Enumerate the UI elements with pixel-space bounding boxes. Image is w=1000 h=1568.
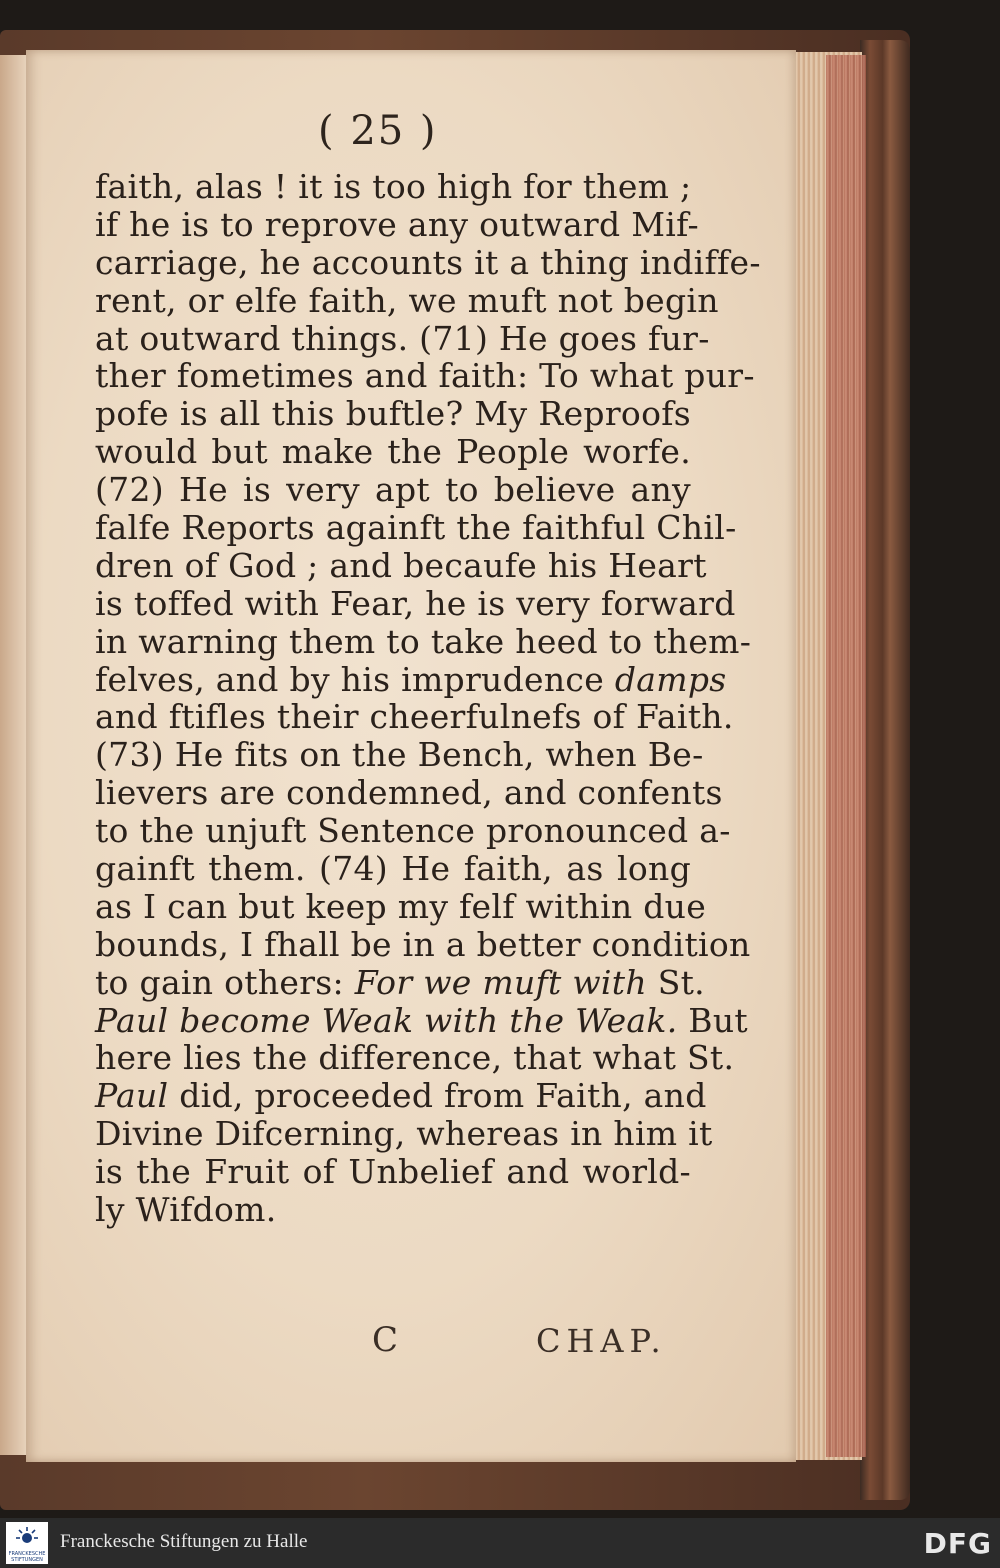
- text-line: in warning them to take heed to them-: [95, 621, 752, 661]
- catchword: CHAP.: [536, 1322, 667, 1360]
- text-line: falfe Reports againft the faithful Chil-: [95, 508, 737, 548]
- viewer-footer-bar: [0, 1518, 1000, 1568]
- text-line: bounds, I fhall be in a better condition: [95, 924, 751, 964]
- text-line: [95, 659, 727, 699]
- text-line: (73) He fits on the Bench, when Be-: [95, 735, 704, 775]
- sun-logo-icon: [15, 1526, 39, 1548]
- text-line: carriage, he accounts it a thing indiffe-: [95, 242, 761, 282]
- text-line: lievers are condemned, and confents: [95, 773, 723, 813]
- text-line: pofe is all this buftle? My Reproofs: [95, 394, 691, 434]
- italic-phrase: Paul become Weak with the Weak.: [95, 1000, 678, 1040]
- text-line: is the Fruit of Unbelief and world-: [95, 1152, 691, 1192]
- logo-caption: FRANCKESCHE STIFTUNGEN: [8, 1551, 46, 1563]
- text-line: dren of God ; and becaufe his Heart: [95, 545, 707, 585]
- italic-phrase: For we muft with: [354, 962, 647, 1002]
- text-line: if he is to reprove any outward Mif-: [95, 204, 699, 244]
- text-line: here lies the difference, that what St.: [95, 1038, 735, 1078]
- text-line: to the unjuft Sentence pronounced a-: [95, 811, 731, 851]
- text-line: (72) He is very apt to believe any: [95, 470, 691, 510]
- text-segment: St.: [657, 962, 705, 1002]
- text-line: ly Wifdom.: [95, 1190, 277, 1230]
- text-segment: But: [688, 1000, 748, 1040]
- text-line: and ftifles their cheerfulnefs of Faith.: [95, 697, 734, 737]
- red-page-edges: [826, 55, 866, 1457]
- body-text: [95, 167, 761, 1230]
- text-segment: did, proceeded from Faith, and: [179, 1076, 707, 1116]
- signature-mark: C: [372, 1320, 399, 1360]
- text-line: [95, 1076, 707, 1116]
- text-line: Divine Difcerning, whereas in him it: [95, 1114, 713, 1154]
- text-line: [95, 1000, 748, 1040]
- institution-name[interactable]: Franckesche Stiftungen zu Halle: [60, 1531, 308, 1552]
- text-line: [95, 962, 705, 1002]
- text-line: would but make the People worfe.: [95, 432, 691, 472]
- dfg-logo[interactable]: DFG: [923, 1527, 992, 1560]
- institution-logo[interactable]: [6, 1522, 48, 1564]
- text-segment: to gain others:: [95, 962, 344, 1002]
- text-line: ther fometimes and faith: To what pur-: [95, 356, 755, 396]
- facing-page-edge: [0, 55, 26, 1455]
- text-segment: felves, and by his imprudence: [95, 659, 605, 699]
- text-line: as I can but keep my felf within due: [95, 886, 707, 926]
- italic-word: Paul: [95, 1076, 169, 1116]
- text-line: faith, alas ! it is too high for them ;: [95, 167, 692, 206]
- page-number: ( 25 ): [318, 108, 438, 154]
- italic-word: damps: [614, 659, 727, 699]
- text-line: gainft them. (74) He faith, as long: [95, 849, 691, 889]
- book-spine: [860, 40, 910, 1500]
- text-line: at outward things. (71) He goes fur-: [95, 318, 710, 358]
- text-line: rent, or elfe faith, we muft not begin: [95, 280, 719, 320]
- text-line: is toffed with Fear, he is very forward: [95, 583, 736, 623]
